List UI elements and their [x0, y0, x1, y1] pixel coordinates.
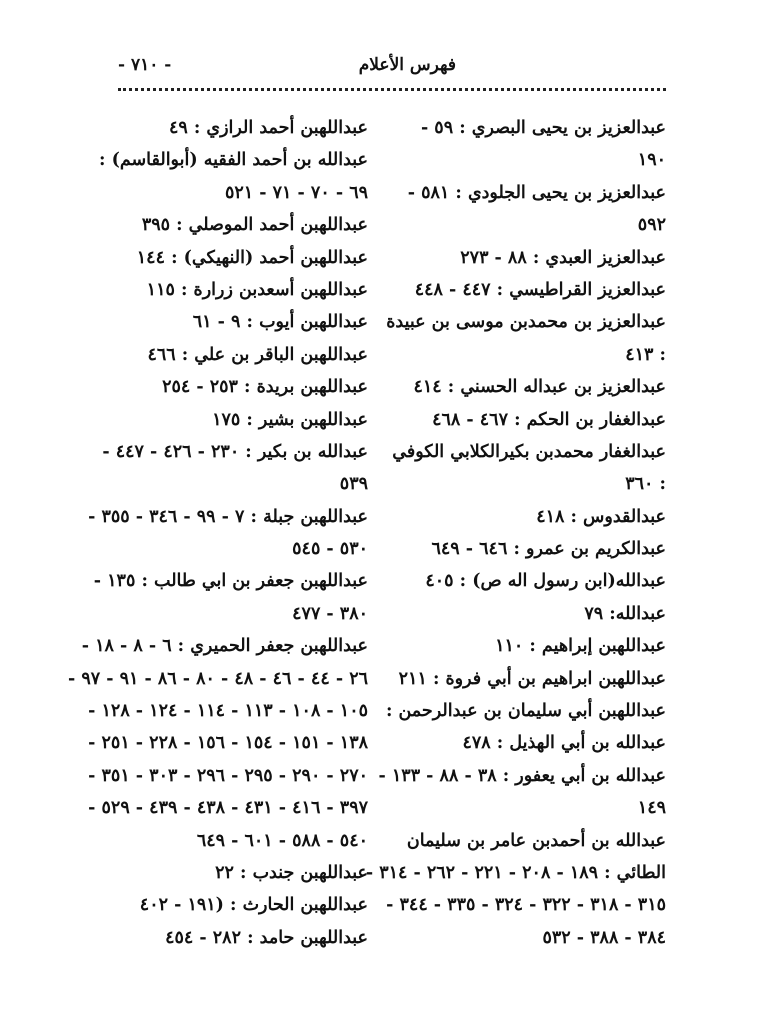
index-entry-line: عبداللهبن أحمد الموصلي : ٣٩٥: [141, 215, 368, 236]
index-entry-line: عبدالغفار بن الحكم : ٤٦٧ - ٤٦٨: [432, 409, 666, 430]
index-entry-line: عبداللهبن حامد : ٢٨٢ - ٤٥٤: [165, 927, 368, 948]
index-entry-line: ٢٦ - ٤٤ - ٤٦ - ٤٨ - ٨٠ - ٨٦ - ٩١ - ٩٧ -: [67, 668, 368, 689]
index-entry-line: عبداللهبن الحارث : (١٩١ - ٤٠٢: [139, 895, 368, 916]
index-entry-line: ٣١٥ - ٣١٨ - ٣٢٢ - ٣٢٤ - ٣٣٥ - ٣٤٤ -: [386, 895, 666, 916]
index-entry-line: عبدالعزيز القراطيسي : ٤٤٧ - ٤٤٨: [414, 279, 666, 300]
index-entry-line: عبداللهبن جعفر بن ابي طالب : ١٣٥ -: [93, 571, 368, 592]
index-entry-line: عبداللهبن أبي سليمان بن عبدالرحمن :: [385, 701, 666, 722]
index-entry-line: ١٠٥ - ١٠٨ - ١١٣ - ١١٤ - ١٢٤ - ١٢٨ -: [88, 701, 368, 722]
index-entry-line: ٥٤٠ - ٥٨٨ - ٦٠١ - ٦٤٩: [196, 830, 368, 851]
index-entry-line: عبدالقدوس : ٤١٨: [536, 506, 666, 527]
page-header: [118, 55, 666, 87]
index-column-right: [365, 112, 666, 954]
index-entry-line: عبدالله بن أحمد الفقيه (أبوالقاسم) :: [99, 150, 368, 171]
index-entry-line: : ٤١٣: [625, 344, 666, 365]
index-entry-line: عبداللهبن بشير : ١٧٥: [212, 409, 368, 430]
index-column-left: [67, 112, 368, 954]
index-entry-line: عبدالله بن أحمدبن عامر بن سليمان: [406, 830, 666, 851]
index-entry-line: ٥٩٢: [637, 215, 666, 236]
index-entry-line: عبدالله(ابن رسول اله ص) : ٤٠٥: [425, 571, 666, 592]
index-entry-line: عبداللهبن جندب : ٢٢: [215, 862, 368, 883]
index-entry-line: ٥٣٠ - ٥٤٥: [292, 539, 368, 560]
index-entry-line: عبدالغفار محمدبن بكيرالكلابي الكوفي: [392, 441, 666, 462]
index-entry-line: ٢٧٠ - ٢٩٠ - ٢٩٥ - ٢٩٦ - ٣٠٣ - ٣٥١ -: [88, 765, 368, 786]
index-entry-line: الطائي : ١٨٩ - ٢٠٨ - ٢٢١ - ٢٦٢ - ٣١٤ -: [365, 862, 666, 883]
index-entry-line: عبدالله بن بكير : ٢٣٠ - ٤٢٦ - ٤٤٧ -: [102, 441, 368, 462]
index-entry-line: عبداللهبن أيوب : ٩ - ٦١: [192, 312, 368, 333]
index-entry-line: ١٣٨ - ١٥١ - ١٥٤ - ١٥٦ - ٢٢٨ - ٢٥١ -: [88, 733, 368, 754]
index-entry-line: عبداللهبن ابراهيم بن أبي فروة : ٢١١: [398, 668, 666, 689]
index-entry-line: عبداللهبن جبلة : ٧ - ٩٩ - ٣٤٦ - ٣٥٥ -: [88, 506, 368, 527]
index-entry-line: عبدالعزيز بن محمدبن موسى بن عبيدة: [386, 312, 666, 333]
page-number: - ٧١٠ -: [118, 55, 172, 75]
index-entry-line: عبداللهبن الباقر بن علي : ٤٦٦: [147, 344, 368, 365]
index-entry-line: عبدالكريم بن عمرو : ٦٤٦ - ٦٤٩: [431, 539, 666, 560]
index-entry-line: ١٩٠: [637, 150, 666, 171]
index-entry-line: عبدالعزيز بن يحيى البصري : ٥٩ -: [420, 118, 666, 138]
index-entry-line: عبداللهبن أسعدبن زرارة : ١١٥: [146, 279, 368, 300]
index-entry-line: عبداللهبن أحمد الرازي : ٤٩: [168, 118, 368, 138]
index-entry-line: عبدالعزيز بن عبداله الحسني : ٤١٤: [413, 377, 666, 398]
index-entry-line: ١٤٩: [637, 798, 666, 819]
index-entry-line: ٣٨٤ - ٣٨٨ - ٥٣٢: [542, 927, 666, 948]
index-entry-line: عبدالله بن أبي يعفور : ٣٨ - ٨٨ - ١٣٣ -: [378, 765, 666, 786]
index-entry-line: عبدالعزيز بن يحيى الجلودي : ٥٨١ -: [407, 182, 666, 203]
dotted-divider: [118, 88, 666, 91]
index-entry-line: ٣٨٠ - ٤٧٧: [292, 603, 368, 624]
index-entry-line: عبداللهبن إبراهيم : ١١٠: [495, 636, 666, 657]
index-entry-line: عبداللهبن أحمد (النهيكي) : ١٤٤: [136, 247, 368, 268]
index-entry-line: : ٣٦٠: [625, 474, 666, 495]
index-entry-line: عبدالله: ٧٩: [584, 603, 666, 624]
index-entry-line: عبداللهبن جعفر الحميري : ٦ - ٨ - ١٨ -: [81, 636, 368, 657]
index-entry-line: ٥٣٩: [339, 474, 368, 495]
page-title: فهرس الأعلام: [358, 55, 456, 75]
index-entry-line: ٦٩ - ٧٠ - ٧١ - ٥٢١: [225, 182, 368, 203]
index-entry-line: عبداللهبن بريدة : ٢٥٣ - ٢٥٤: [162, 377, 368, 398]
index-entry-line: عبدالله بن أبي الهذيل : ٤٧٨: [462, 733, 666, 754]
index-entry-line: عبدالعزيز العبدي : ٨٨ - ٢٧٣: [460, 247, 666, 268]
index-entry-line: ٣٩٧ - ٤١٦ - ٤٣١ - ٤٣٨ - ٤٣٩ - ٥٢٩ -: [88, 798, 368, 819]
